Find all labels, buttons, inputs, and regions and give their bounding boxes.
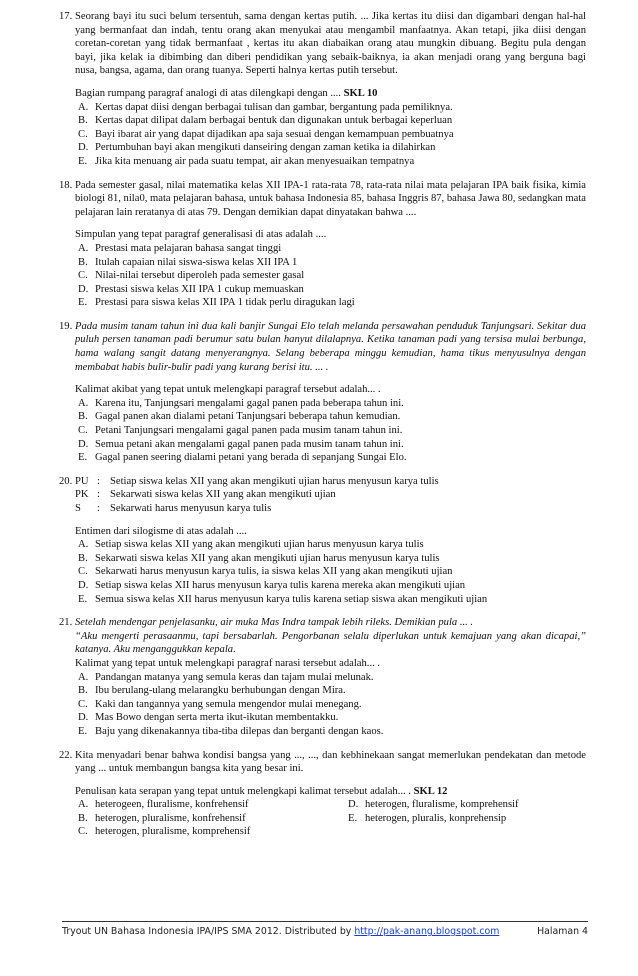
- question-prompt: [75, 785, 586, 799]
- option-letter: D.: [78, 283, 89, 295]
- option-letter: E.: [348, 812, 358, 824]
- option-text: Semua petani akan mengalami gagal panen pada musim tanam tahun ini.: [95, 438, 404, 450]
- option-text: Petani Tanjungsari mengalami gagal panen pada musim tanam tahun ini.: [95, 425, 403, 437]
- question-21: [59, 616, 586, 738]
- option-c[interactable]: [75, 424, 586, 438]
- option-e[interactable]: [75, 296, 586, 310]
- option-text: Baju yang dikenakannya tiba-tiba dilepas dan berganti dengan kaos.: [95, 725, 384, 737]
- option-b[interactable]: [75, 812, 345, 826]
- option-a[interactable]: [75, 538, 586, 552]
- stem-paragraph: Setelah mendengar penjelasanku, air muka Mas Indra tampak lebih rileks. Demikian pula ... .: [75, 617, 474, 629]
- option-e[interactable]: [75, 593, 586, 607]
- option-a[interactable]: [75, 397, 586, 411]
- option-text: Semua siswa kelas XII harus menyusun karya tulis karena setiap siswa akan mengikuti ujian: [95, 593, 488, 605]
- question-20: [59, 475, 586, 606]
- options-list: [75, 242, 586, 310]
- option-text: Gagal panen akan dialami petani Tanjungsari beberapa tahun kemudian.: [95, 411, 401, 423]
- option-text: heterogen, pluralisme, komprehensif: [95, 826, 251, 838]
- option-a[interactable]: [75, 242, 586, 256]
- option-c[interactable]: [75, 565, 586, 579]
- option-letter: A.: [78, 397, 89, 409]
- option-text: Prestasi siswa kelas XII IPA 1 cukup memuaskan: [95, 283, 304, 295]
- question-18: [59, 179, 586, 310]
- question-prompt: [75, 228, 586, 242]
- option-e[interactable]: [75, 725, 586, 739]
- option-text: Sekarwati harus menyusun karya tulis, ia siswa kelas XII yang akan mengikuti ujian: [95, 566, 453, 578]
- option-letter: E.: [78, 452, 88, 464]
- option-b[interactable]: [75, 684, 586, 698]
- option-text: Kaki dan tangannya yang semula mengendor mulai menegang.: [95, 698, 362, 710]
- question-prompt: [75, 657, 586, 671]
- option-b[interactable]: [75, 410, 586, 424]
- premise-key: PK: [75, 489, 89, 501]
- option-letter: D.: [348, 799, 359, 811]
- option-text: Ibu berulang-ulang melarangku berhubungan dengan Mira.: [95, 685, 346, 697]
- option-letter: C.: [78, 128, 88, 140]
- option-d[interactable]: [75, 283, 586, 297]
- skl-tag: SKL 12: [413, 785, 448, 797]
- options-list: [75, 397, 586, 465]
- question-stem: [75, 179, 586, 220]
- premise-text: Sekarwati harus menyusun karya tulis: [110, 503, 272, 514]
- premise-colon: :: [97, 489, 100, 501]
- option-letter: B.: [78, 256, 88, 268]
- option-text: Pertumbuhan bayi akan mengikuti danseiring dengan zaman ketika ia dilahirkan: [95, 142, 436, 154]
- premise-major: [75, 475, 586, 489]
- option-letter: C.: [78, 270, 88, 282]
- option-d[interactable]: [75, 438, 586, 452]
- option-text: Kertas dapat dilipat dalam berbagai bentuk dan digunakan untuk berbagai keperluan: [95, 115, 453, 127]
- option-letter: E.: [78, 725, 88, 737]
- question-stem: [75, 616, 586, 657]
- option-letter: D.: [78, 712, 89, 724]
- option-a[interactable]: [75, 101, 586, 115]
- option-b[interactable]: [75, 114, 586, 128]
- option-text: Gagal panen seering dialami petani yang berada di sepanjang Sungai Elo.: [95, 452, 407, 464]
- option-letter: D.: [78, 438, 89, 450]
- option-letter: A.: [78, 101, 89, 113]
- option-text: Jika kita menuang air pada suatu tempat, air akan menyesuaikan tempatnya: [95, 155, 415, 167]
- prompt-text: Bagian rumpang paragraf analogi di atas dilengkapi dengan ....: [75, 87, 344, 99]
- page-number: Halaman 4: [537, 926, 588, 937]
- syllogism-premises: [75, 475, 586, 516]
- page-footer: [62, 921, 588, 937]
- question-number: 18.: [59, 179, 73, 191]
- option-text: Bayi ibarat air yang dapat dijadikan apa saja sesuai dengan kemampuan pembuatnya: [95, 128, 454, 140]
- option-c[interactable]: [75, 698, 586, 712]
- question-number: 17.: [59, 11, 73, 22]
- option-letter: C.: [78, 566, 88, 578]
- option-text: Itulah capaian nilai siswa-siswa kelas XII IPA 1: [95, 256, 298, 268]
- footer-text: Tryout UN Bahasa Indonesia IPA/IPS SMA 2012. Distributed by: [62, 926, 355, 937]
- prompt-text: Kalimat yang tepat untuk melengkapi paragraf narasi tersebut adalah... .: [75, 657, 381, 669]
- prompt-text: Kalimat akibat yang tepat untuk melengkapi paragraf tersebut adalah... .: [75, 384, 381, 396]
- question-number: 19.: [59, 320, 73, 332]
- options-list: [75, 671, 586, 739]
- option-text: heterogen, fluralisme, komprehensif: [365, 799, 519, 811]
- premise-key: PU: [75, 475, 89, 487]
- option-text: Setiap siswa kelas XII yang akan mengikuti ujian harus menyusun karya tulis: [95, 539, 424, 551]
- stem-paragraph: “Aku mengerti perasaanmu, tapi bersabarlah. Pengorbanan selalu diperlukan untuk kemajuan yang akan dicapai,” katanya. Aku menganggukkan kepala.: [75, 630, 586, 656]
- question-number: 22.: [59, 749, 73, 761]
- option-letter: E.: [78, 593, 88, 605]
- prompt-text: Entimen dari silogisme di atas adalah ....: [75, 525, 247, 537]
- option-text: Kertas dapat diisi dengan berbagai tulisan dan gambar, bergantung pada pemiliknya.: [95, 101, 453, 113]
- question-stem: [75, 10, 586, 78]
- option-a[interactable]: [75, 798, 345, 812]
- option-letter: E.: [78, 297, 88, 309]
- question-stem: [75, 320, 586, 374]
- question-19: [59, 320, 586, 465]
- option-a[interactable]: [75, 671, 586, 685]
- question-prompt: [75, 525, 586, 539]
- prompt-text: Penulisan kata serapan yang tepat untuk melengkapi kalimat tersebut adalah... .: [75, 785, 414, 797]
- option-e[interactable]: [75, 155, 586, 169]
- prompt-text: Simpulan yang tepat paragraf generalisasi di atas adalah ....: [75, 229, 327, 241]
- premise-conclusion: [75, 502, 586, 516]
- option-text: Karena itu, Tanjungsari mengalami gagal panen pada beberapa tahun ini.: [95, 397, 404, 409]
- premise-colon: :: [97, 475, 100, 487]
- option-d[interactable]: [75, 711, 586, 725]
- option-c[interactable]: [75, 269, 586, 283]
- options-grid: [75, 798, 586, 839]
- option-text: Setiap siswa kelas XII harus menyusun karya tulis karena mereka akan mengikuti ujian: [95, 579, 466, 591]
- option-b[interactable]: [75, 552, 586, 566]
- option-text: Prestasi para siswa kelas XII IPA 1 tidak perlu diragukan lagi: [95, 297, 355, 309]
- option-text: heterogen, pluralis, konprehensip: [365, 812, 507, 824]
- footer-link[interactable]: http://pak-anang.blogspot.com: [354, 926, 500, 937]
- option-letter: B.: [78, 812, 88, 824]
- premise-text: Setiap siswa kelas XII yang akan mengikuti ujian harus menyusun karya tulis: [110, 475, 439, 487]
- option-letter: D.: [78, 142, 89, 154]
- premise-minor: [75, 488, 586, 502]
- option-letter: A.: [78, 671, 89, 683]
- footer-credit: [62, 926, 499, 937]
- stem-paragraph: Seorang bayi itu suci belum tersentuh, sama dengan kertas putih. ... Jika kertas itu diisi dan digambari dengan hal-hal yang bermanfaat dan indah, tentu orang akan menyukai atau mengambil manfaatnya. Akan tetapi, jika diisi dengan coretan-coretan yang tidak bermanfaat , kertas itu akan diabaikan orang atau mungkin dibuang. Begitu pula dengan bayi, jika kelak ia dibimbing dan diberi pendidikan yang sebaik-baiknya, ia akan menjadi orang yang berguna bagi nusa, bangsa, agama, dan orang tuanya. Seperti halnya kertas putih tersebut.: [75, 11, 586, 77]
- option-letter: C.: [78, 698, 88, 710]
- option-d[interactable]: [345, 798, 599, 812]
- option-letter: A.: [78, 799, 89, 811]
- options-list: [75, 538, 586, 606]
- premise-colon: :: [97, 503, 100, 514]
- option-text: Mas Bowo dengan serta merta ikut-ikutan membentakku.: [95, 712, 339, 724]
- option-e[interactable]: [345, 812, 599, 826]
- premise-key: S: [75, 503, 81, 514]
- question-prompt: [75, 383, 586, 397]
- option-letter: C.: [78, 826, 88, 838]
- option-letter: D.: [78, 579, 89, 591]
- option-c[interactable]: [75, 825, 345, 839]
- option-letter: B.: [78, 411, 88, 423]
- question-number: 20.: [59, 475, 73, 487]
- option-b[interactable]: [75, 256, 586, 270]
- question-prompt: [75, 87, 586, 101]
- option-letter: C.: [78, 425, 88, 437]
- question-stem: [75, 749, 586, 776]
- option-d[interactable]: [75, 579, 586, 593]
- option-letter: B.: [78, 685, 88, 697]
- options-list: [75, 101, 586, 169]
- question-list: [59, 10, 586, 849]
- option-letter: B.: [78, 115, 88, 127]
- stem-paragraph: Pada semester gasal, nilai matematika kelas XII IPA-1 rata-rata 78, rata-rata nilai mata pelajaran IPA baik fisika, kimia biologi 81, nila0, mata pelajaran bahasa, untuk bahasa Indonesia 85, bahasa Inggris 87, bahasa Jawa 80, sedangkan mata pelajaran lain reratanya di atas 79. Dengan demikian dapat dinyatakan bahwa ....: [75, 179, 586, 218]
- option-letter: B.: [78, 552, 88, 564]
- option-c[interactable]: [75, 128, 586, 142]
- question-number: 21.: [59, 617, 73, 629]
- stem-paragraph: Kita menyadari benar bahwa kondisi bangsa yang ..., ..., dan kebhinekaan sangat memerlukan pendekatan dan metode yang ... untuk membangun bangsa kita yang besar ini.: [75, 749, 586, 775]
- option-d[interactable]: [75, 141, 586, 155]
- option-e[interactable]: [75, 451, 586, 465]
- option-text: heterogen, pluralisme, konfrehensif: [95, 812, 246, 824]
- option-text: Prestasi mata pelajaran bahasa sangat tinggi: [95, 242, 282, 254]
- stem-paragraph: Pada musim tanam tahun ini dua kali banjir Sungai Elo telah melanda persawahan penduduk Tanjungsari. Sekitar dua puluh persen tanaman padi berumur satu bulan hanyut dilalapnya. Ketika tanaman padi yang tersisa mulai berbunga, hama walang sangit datang menyerangnya. Selang beberapa minggu kemudian, hama tikus menyusulnya dengan membabat habis bulir-bulir padi yang kurang berisi itu. ... .: [75, 320, 586, 373]
- question-22: [59, 749, 586, 840]
- option-letter: A.: [78, 539, 89, 551]
- option-text: Nilai-nilai tersebut diperoleh pada semester gasal: [95, 270, 305, 282]
- option-letter: E.: [78, 155, 88, 167]
- option-text: heterogeen, fluralisme, konfrehensif: [95, 799, 249, 811]
- option-text: Sekarwati siswa kelas XII yang akan mengikuti ujian harus menyusun karya tulis: [95, 552, 440, 564]
- option-text: Pandangan matanya yang semula keras dan tajam mulai melunak.: [95, 671, 374, 683]
- question-17: [59, 10, 586, 169]
- premise-text: Sekarwati siswa kelas XII yang akan mengikuti ujian: [110, 489, 336, 501]
- skl-tag: SKL 10: [343, 87, 378, 99]
- option-letter: A.: [78, 242, 89, 254]
